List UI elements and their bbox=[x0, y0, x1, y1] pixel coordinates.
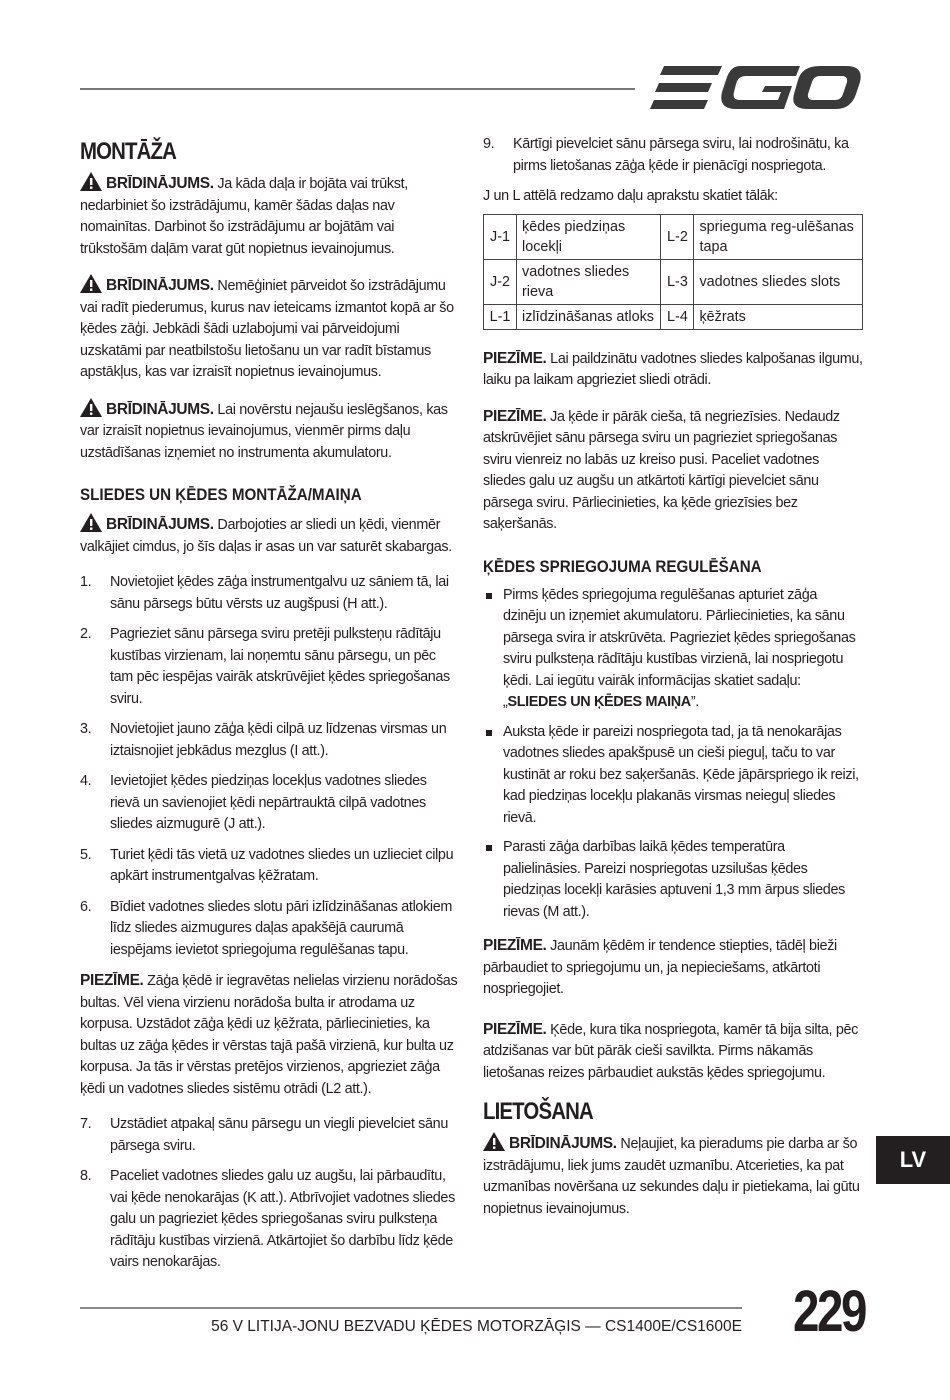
ego-logo bbox=[650, 62, 862, 114]
steps-list-a bbox=[80, 572, 458, 961]
note-3: PIEZĪME. Ja ķēde ir pārāk cieša, tā negriezīsies. Nedaudz atskrūvējiet sānu pārsega sviru un pagrieziet spriegošanas sviru vienreiz no labās uz kreiso pusi. Paceliet vadotnes sliedes galu uz augšu un atkārtoti kārtīgi pievelciet sānu pārsega sviru. Pārliecinieties, ka ķēde griezīsies bez saķeršanās. bbox=[483, 407, 840, 532]
table-row: L-1 izlīdzināšanas atloks L-4 ķēžrats bbox=[484, 304, 863, 329]
bullet-icon bbox=[486, 730, 492, 736]
subtitle-chain-tension: ĶĒDES SPRIEGOJUMA REGULĒŠANA bbox=[483, 557, 762, 576]
warning-1: BRĪDINĀJUMS. Ja kāda daļa ir bojāta vai trūkst, nedarbiniet šo izstrādājumu, kamēr šādas daļas nav nomainītas. Darbinot šo izstrādājumu ar bojātām vai trūkstošām daļām varat gūt nopietnus ievainojumus. bbox=[80, 172, 458, 260]
note-5: PIEZĪME. Ķēde, kura tika nospriegota, kamēr tā bija silta, pēc atdzišanas var būt pārāk cieši savilkta. Pirms nākamās lietošanas reizes pārbaudiet aukstās ķēdes spriegojumu. bbox=[483, 1020, 858, 1081]
list-item: 9. Kārtīgi pievelciet sānu pārsega sviru, lai nodrošinātu, ka pirms lietošanas zāģa ķēde ir pienācīgi nospriegota. bbox=[483, 136, 849, 174]
note-1: PIEZĪME. Zāģa ķēdē ir iegravētas nelielas virzienu norādošas bultas. Vēl viena virzienu norādoša bulta ir atrodama uz korpusa. Uzstādot zāģa ķēdi uz ķēžrata, pārliecinieties, ka bultas uz zāģa ķēdes ir vērstas tajā pašā virzienā, kur bulta uz korpusa. Ja tās ir vērstas pretējos virzienos, apgrieziet zāģa ķēdi un vadotnes sliedes sistēmu otrādi (L2 att.). bbox=[80, 972, 458, 1097]
bullet-icon bbox=[486, 593, 492, 599]
list-item: 5. Turiet ķēdi tās vietā uz vadotnes sliedes un uzlieciet cilpu apkārt instrumentgalvas ķēžratam. bbox=[80, 846, 454, 884]
table-row: J-2 vadotnes sliedes rieva L-3 vadotnes sliedes slots bbox=[484, 259, 863, 304]
section-title-lietosana: LIETOŠANA bbox=[483, 1098, 593, 1125]
tension-bullets bbox=[483, 585, 863, 924]
steps-list-b bbox=[80, 1114, 458, 1274]
note-4: PIEZĪME. Jaunām ķēdēm ir tendence stiepties, tādēļ bieži pārbaudiet to spriegojumu un, ja nepieciešams, atkārtoti nospriegojiet. bbox=[483, 937, 837, 997]
warning-icon bbox=[483, 1132, 505, 1151]
steps-list-c bbox=[483, 134, 863, 177]
list-item: 2. Pagrieziet sānu pārsega sviru pretēji pulksteņu rādītāju kustības virzienam, lai noņemtu sānu pārsegu, un pēc tam pēc iespējas vairāk atskrūvējiet ķēdes spriegošanas sviru. bbox=[80, 626, 450, 707]
warning-icon bbox=[80, 172, 102, 191]
page-number: 229 bbox=[793, 1279, 865, 1344]
right-column bbox=[483, 134, 863, 1234]
list-item: Parasti zāģa darbības laikā ķēdes temperatūra palielināsies. Pareizi nospriegotas uzsilušas ķēdes piedziņas locekļi karāsies aptuveni 1,3 mm ārpus sliedes rievas (M att.). bbox=[483, 837, 863, 923]
table-row: J-1 ķēdes piedziņas locekļi L-2 sprieguma reg-ulēšanas tapa bbox=[484, 214, 863, 259]
language-tab: LV bbox=[876, 1136, 950, 1184]
list-item: 8. Paceliet vadotnes sliedes galu uz augšu, lai pārbaudītu, vai ķēde nenokarājas (K att.). Atbrīvojiet vadotnes sliedes galu un pagrieziet ķēdes spriegošanas sviru pulksteņa rādītāju kustības virzienā. Atkārtojiet šo darbību līdz ķēde vairs nenokarājas. bbox=[80, 1168, 455, 1270]
bullet-icon bbox=[486, 845, 492, 851]
table-intro: J un L attēlā redzamo daļu aprakstu skatiet tālāk: bbox=[483, 188, 778, 204]
warning-4: BRĪDINĀJUMS. Darbojoties ar sliedi un ķēdi, vienmēr valkājiet cimdus, jo šīs daļas ir asas un var saturēt skabargas. bbox=[80, 513, 458, 558]
warning-3: BRĪDINĀJUMS. Lai novērstu nejaušu ieslēgšanos, kas var izraisīt nopietnus ievainojumus, vienmēr pirms daļu uzstādīšanas izņemiet no instrumenta akumulatoru. bbox=[80, 398, 458, 465]
list-item: Auksta ķēde ir pareizi nospriegota tad, ja tā nenokarājas vadotnes sliedes apakšpusē un cieši pieguļ, taču to var kustināt ar roku bez saķeršanās. Ķēde jāpārspriego ik reizi, kad piedziņas locekļu plakanās virsmas neieguļ sliedes rievā. bbox=[483, 722, 863, 830]
warning-icon bbox=[80, 513, 102, 532]
subtitle-chain-mounting: SLIEDES UN ĶĒDES MONTĀŽA/MAIŅA bbox=[80, 486, 362, 504]
parts-table bbox=[483, 214, 863, 330]
list-item: 1. Novietojiet ķēdes zāģa instrumentgalvu uz sāniem tā, lai sānu pārsegs būtu vērsts uz augšpusi (H att.). bbox=[80, 574, 449, 612]
list-item: 4. Ievietojiet ķēdes piedziņas locekļus vadotnes sliedes rievā un savienojiet ķēdi nepārtrauktā cilpā vadotnes sliedes aizmugurē (J att.). bbox=[80, 773, 427, 832]
left-column bbox=[80, 128, 458, 1283]
list-item: 6. Bīdiet vadotnes sliedes slotu pāri izlīdzināšanas atlokiem līdz sliedes aizmugures daļas apakšējā caurumā iespējams ievietot spriegojuma regulēšanas tapu. bbox=[80, 898, 453, 958]
warning-2: BRĪDINĀJUMS. Nemēģiniet pārveidot šo izstrādājumu vai radīt piederumus, kurus nav ieteicams izmantot kopā ar šo ķēdes zāģi. Jebkādi šādi uzlabojumi vai pārveidojumi uzskatāmi par neatbilstošu lietošanu un var radīt bīstamus apstākļus, kas var izraisīt nopietnus ievainojumus. bbox=[80, 274, 458, 384]
header-rule bbox=[80, 88, 635, 90]
section-title-montaza: MONTĀŽA bbox=[80, 138, 177, 165]
warning-icon bbox=[80, 274, 102, 293]
footer-title: 56 V LITIJA-JONU BEZVADU ĶĒDES MOTORZĀĢIS — CS1400E/CS1600E bbox=[211, 1318, 742, 1335]
footer-rule bbox=[80, 1307, 742, 1309]
list-item: Pirms ķēdes spriegojuma regulēšanas apturiet zāģa dzinēju un izņemiet akumulatoru. Pārliecinieties, ka sānu pārsega svira ir atskrūvēta. Pagrieziet ķēdes spriegošanas sviru pulksteņa rādītāju kustības virzienā, lai nospriegotu ķēdi. Lai iegūtu vairāk informācijas skatiet sadaļu: „SLIEDES UN ĶĒDES MAIŅA”. bbox=[483, 585, 863, 714]
warning-icon bbox=[80, 398, 102, 417]
warning-5: BRĪDINĀJUMS. Neļaujiet, ka pieradums pie darba ar šo izstrādājumu, liek jums zaudēt uzmanību. Atcerieties, ka pat uzmanības novēršana uz sekundes daļu ir pietiekama, lai gūtu nopietnus ievainojumus. bbox=[483, 1132, 863, 1220]
list-item: 3. Novietojiet jauno zāģa ķēdi cilpā uz līdzenas virsmas un iztaisnojiet jebkādus mezglus (I att.). bbox=[80, 721, 447, 759]
list-item: 7. Uzstādiet atpakaļ sānu pārsegu un viegli pievelciet sānu pārsega sviru. bbox=[80, 1116, 448, 1154]
note-2: PIEZĪME. Lai paildzinātu vadotnes sliedes kalpošanas ilgumu, laiku pa laikam apgrieziet sliedi otrādi. bbox=[483, 349, 863, 388]
